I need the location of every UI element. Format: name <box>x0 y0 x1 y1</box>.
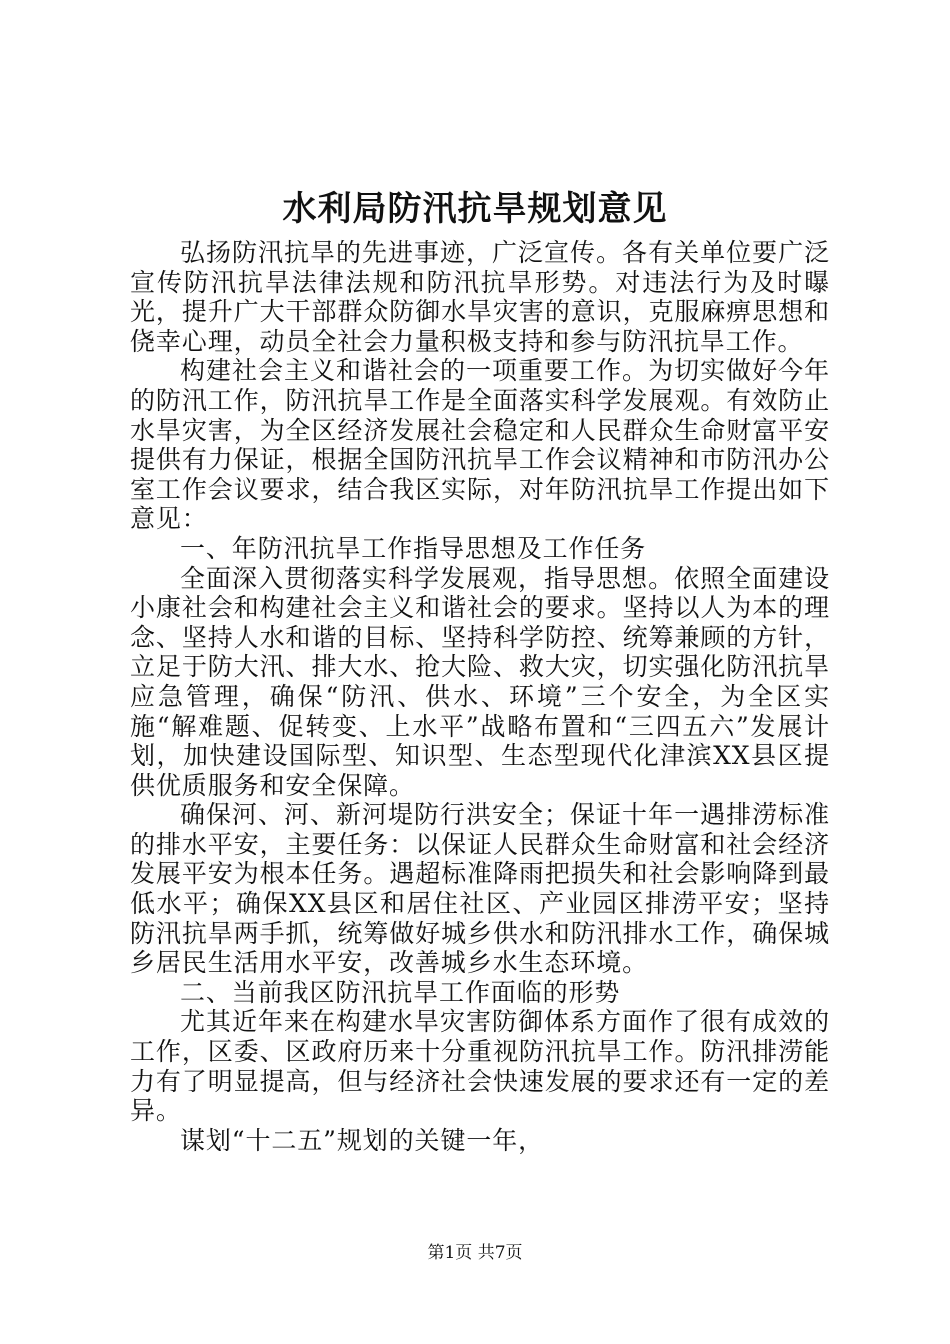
section-heading-2: 二、当前我区防汛抗旱工作面临的形势 <box>180 977 621 1007</box>
paragraph-guiding-thought: 全面深入贯彻落实科学发展观，指导思想。依照全面建设小康社会和构建社会主义和谐社会的要求。坚持以人为本的理念、坚持人水和谐的目标、坚持科学防控、统筹兼顾的方针，立足于防大汛、排大水、抢大险、救大灾，切实强化防汛抗旱应急管理，确保“防汛、供水、环境”三个安全，为全区实施“解难题、促转变、上水平”战略布置和“三四五六”发展计划，加快建设国际型、知识型、生态型现代化津滨XX县区提供优质服务和安全保障。 <box>130 563 830 800</box>
page-number-footer: 第1页 共7页 <box>427 1243 523 1263</box>
paragraph-publicity: 弘扬防汛抗旱的先进事迹，广泛宣传。各有关单位要广泛宣传防汛抗旱法律法规和防汛抗旱形势。对违法行为及时曝光，提升广大干部群众防御水旱灾害的意识，克服麻痹思想和侥幸心理，动员全社会力量积极支持和参与防汛抗旱工作。 <box>130 238 830 356</box>
document-body <box>130 238 830 1155</box>
section-heading-1: 一、年防汛抗旱工作指导思想及工作任务 <box>180 533 647 563</box>
paragraph-introduction: 构建社会主义和谐社会的一项重要工作。为切实做好今年的防汛工作，防汛抗旱工作是全面落实科学发展观。有效防止水旱灾害，为全区经济发展社会稳定和人民群众生命财富平安提供有力保证，根据全国防汛抗旱工作会议精神和市防汛办公室工作会议要求，结合我区实际，对年防汛抗旱工作提出如下意见： <box>130 356 830 534</box>
paragraph-situation: 尤其近年来在构建水旱灾害防御体系方面作了很有成效的工作，区委、区政府历来十分重视防汛抗旱工作。防汛排涝能力有了明显提高，但与经济社会快速发展的要求还有一定的差异。 <box>130 1007 830 1126</box>
document-title: 水利局防汛抗旱规划意见 <box>282 189 668 229</box>
paragraph-planning: 谋划“十二五”规划的关键一年， <box>180 1125 545 1155</box>
paragraph-main-tasks: 确保河、河、新河堤防行洪安全；保证十年一遇排涝标准的排水平安，主要任务：以保证人民群众生命财富和社会经济发展平安为根本任务。遇超标准降雨把损失和社会影响降到最低水平；确保XX县区和居住社区、产业园区排涝平安；坚持防汛抗旱两手抓，统筹做好城乡供水和防汛排水工作，确保城乡居民生活用水平安，改善城乡水生态环境。 <box>130 800 830 978</box>
